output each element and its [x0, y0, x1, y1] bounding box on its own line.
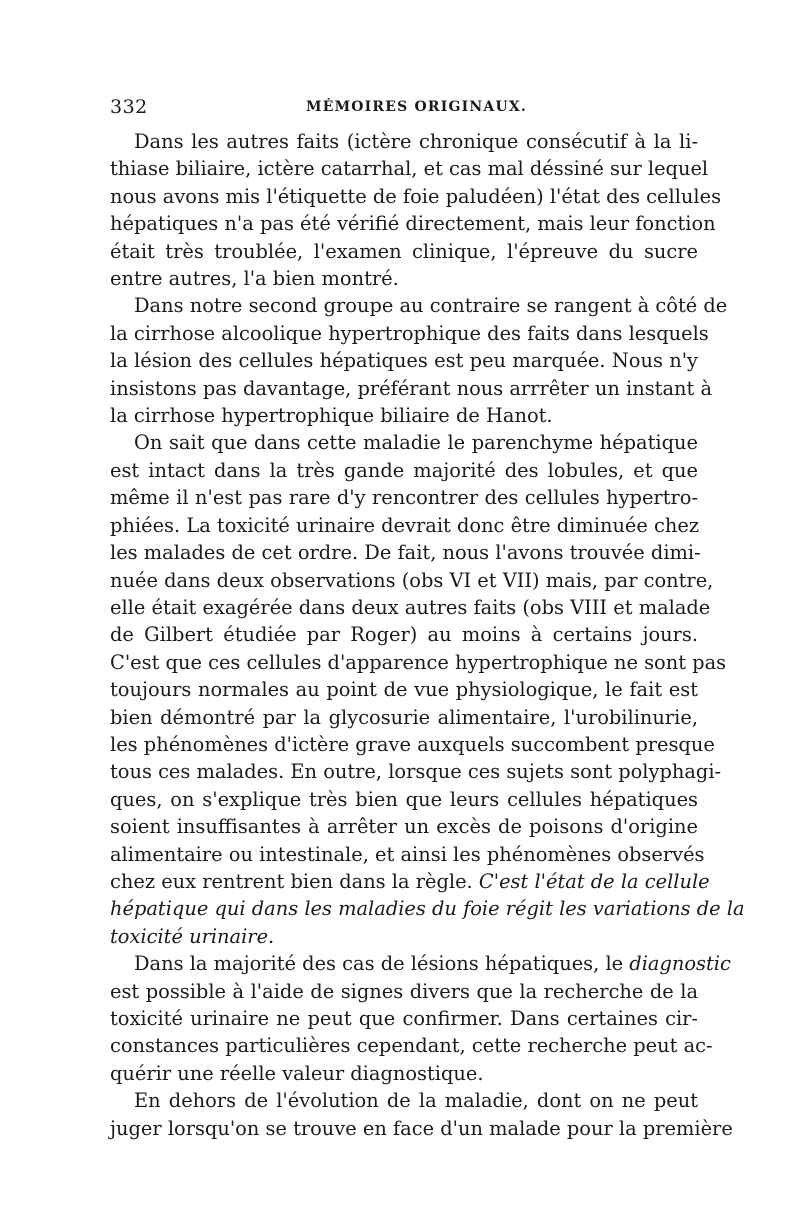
text-line: Dans les autres faits (ictère chronique consécutif à la li-	[134, 130, 698, 153]
running-head	[110, 96, 698, 124]
paragraph-5	[110, 1087, 733, 1142]
paragraph-1	[110, 128, 722, 292]
text-line: bien démontré par la glycosurie alimentaire, l'urobilinurie,	[110, 705, 698, 729]
book-page	[110, 96, 745, 1142]
text-line: Dans notre second groupe au contraire se rangent à côté de	[134, 294, 728, 318]
text-line: alimentaire ou intestinale, et ainsi les phénomènes observés	[110, 842, 705, 866]
text-line: la cirrhose alcoolique hypertrophique des faits dans lesquels	[110, 321, 709, 345]
text-run: chez eux rentrent bien dans la règle.	[110, 869, 473, 893]
text-line: les malades de cet ordre. De fait, nous l'avons trouvée dimi-	[110, 541, 701, 565]
text-line: la cirrhose hypertrophique biliaire de Hanot.	[110, 404, 553, 428]
text-line: tous ces malades. En outre, lorsque ces sujets sont polyphagi-	[110, 760, 722, 784]
text-line: nuée dans deux observations (obs VI et VII) mais, par contre,	[110, 568, 714, 592]
italic-run: diagnostic	[629, 952, 731, 976]
text-line: thiase biliaire, ictère catarrhal, et cas mal déssiné sur lequel	[110, 157, 709, 181]
text-line: était très troublée, l'examen clinique, l'épreuve du sucre	[110, 239, 698, 263]
text-line: entre autres, l'a bien montré.	[110, 267, 399, 291]
italic-line: hépatique qui dans les maladies du foie régit les variations de la	[110, 897, 745, 921]
text-line: les phénomènes d'ictère grave auxquels succombent presque	[110, 732, 715, 756]
text-line: insistons pas davantage, préférant nous arrrêter un instant à	[110, 376, 713, 400]
page-number: 332	[110, 96, 148, 118]
text-line: même il n'est pas rare d'y rencontrer des cellules hypertro-	[110, 486, 698, 510]
text-line: constances particulières cependant, cette recherche peut ac-	[110, 1034, 713, 1058]
text-line-mixed	[110, 868, 710, 895]
paragraph-4	[110, 950, 731, 1087]
text-line: elle était exagérée dans deux autres faits (obs VIII et malade	[110, 595, 711, 619]
paragraph-3	[110, 429, 745, 950]
text-run: Dans la majorité des cas de lésions hépatiques, le	[134, 952, 630, 976]
text-line: quérir une réelle valeur diagnostique.	[110, 1061, 484, 1085]
text-line: est possible à l'aide de signes divers que la recherche de la	[110, 979, 698, 1003]
italic-run: C'est l'état de la cellule	[478, 869, 710, 893]
text-line: ques, on s'explique très bien que leurs cellules hépatiques	[110, 787, 698, 811]
italic-line: toxicité urinaire.	[110, 924, 275, 948]
text-line: En dehors de l'évolution de la maladie, dont on ne peut	[134, 1089, 698, 1113]
text-line: phiées. La toxicité urinaire devrait donc être diminuée chez	[110, 513, 700, 537]
text-line-mixed	[110, 950, 731, 977]
text-line: est intact dans la très gande majorité des lobules, et que	[110, 458, 698, 482]
text-line: C'est que ces cellules d'apparence hypertrophique ne sont pas	[110, 650, 727, 674]
text-line: toxicité urinaire ne peut que confirmer. Dans certaines cir-	[110, 1007, 698, 1030]
text-line: la lésion des cellules hépatiques est peu marquée. Nous n'y	[110, 349, 698, 373]
text-line: toujours normales au point de vue physiologique, le fait est	[110, 678, 698, 702]
running-title: MÉMOIRES ORIGINAUX.	[306, 99, 527, 115]
text-line: On sait que dans cette maladie le parenchyme hépatique	[134, 431, 698, 455]
text-line: hépatiques n'a pas été vérifié directement, mais leur fonction	[110, 212, 716, 236]
text-line: soient insuffisantes à arrêter un excès de poisons d'origine	[110, 815, 698, 839]
text-line: juger lorsqu'on se trouve en face d'un malade pour la première	[110, 1116, 733, 1140]
text-line: de Gilbert étudiée par Roger) au moins à certains jours.	[110, 623, 698, 647]
text-line: nous avons mis l'étiquette de foie paludéen) l'état des cellules	[110, 184, 722, 208]
paragraph-2	[110, 292, 728, 429]
